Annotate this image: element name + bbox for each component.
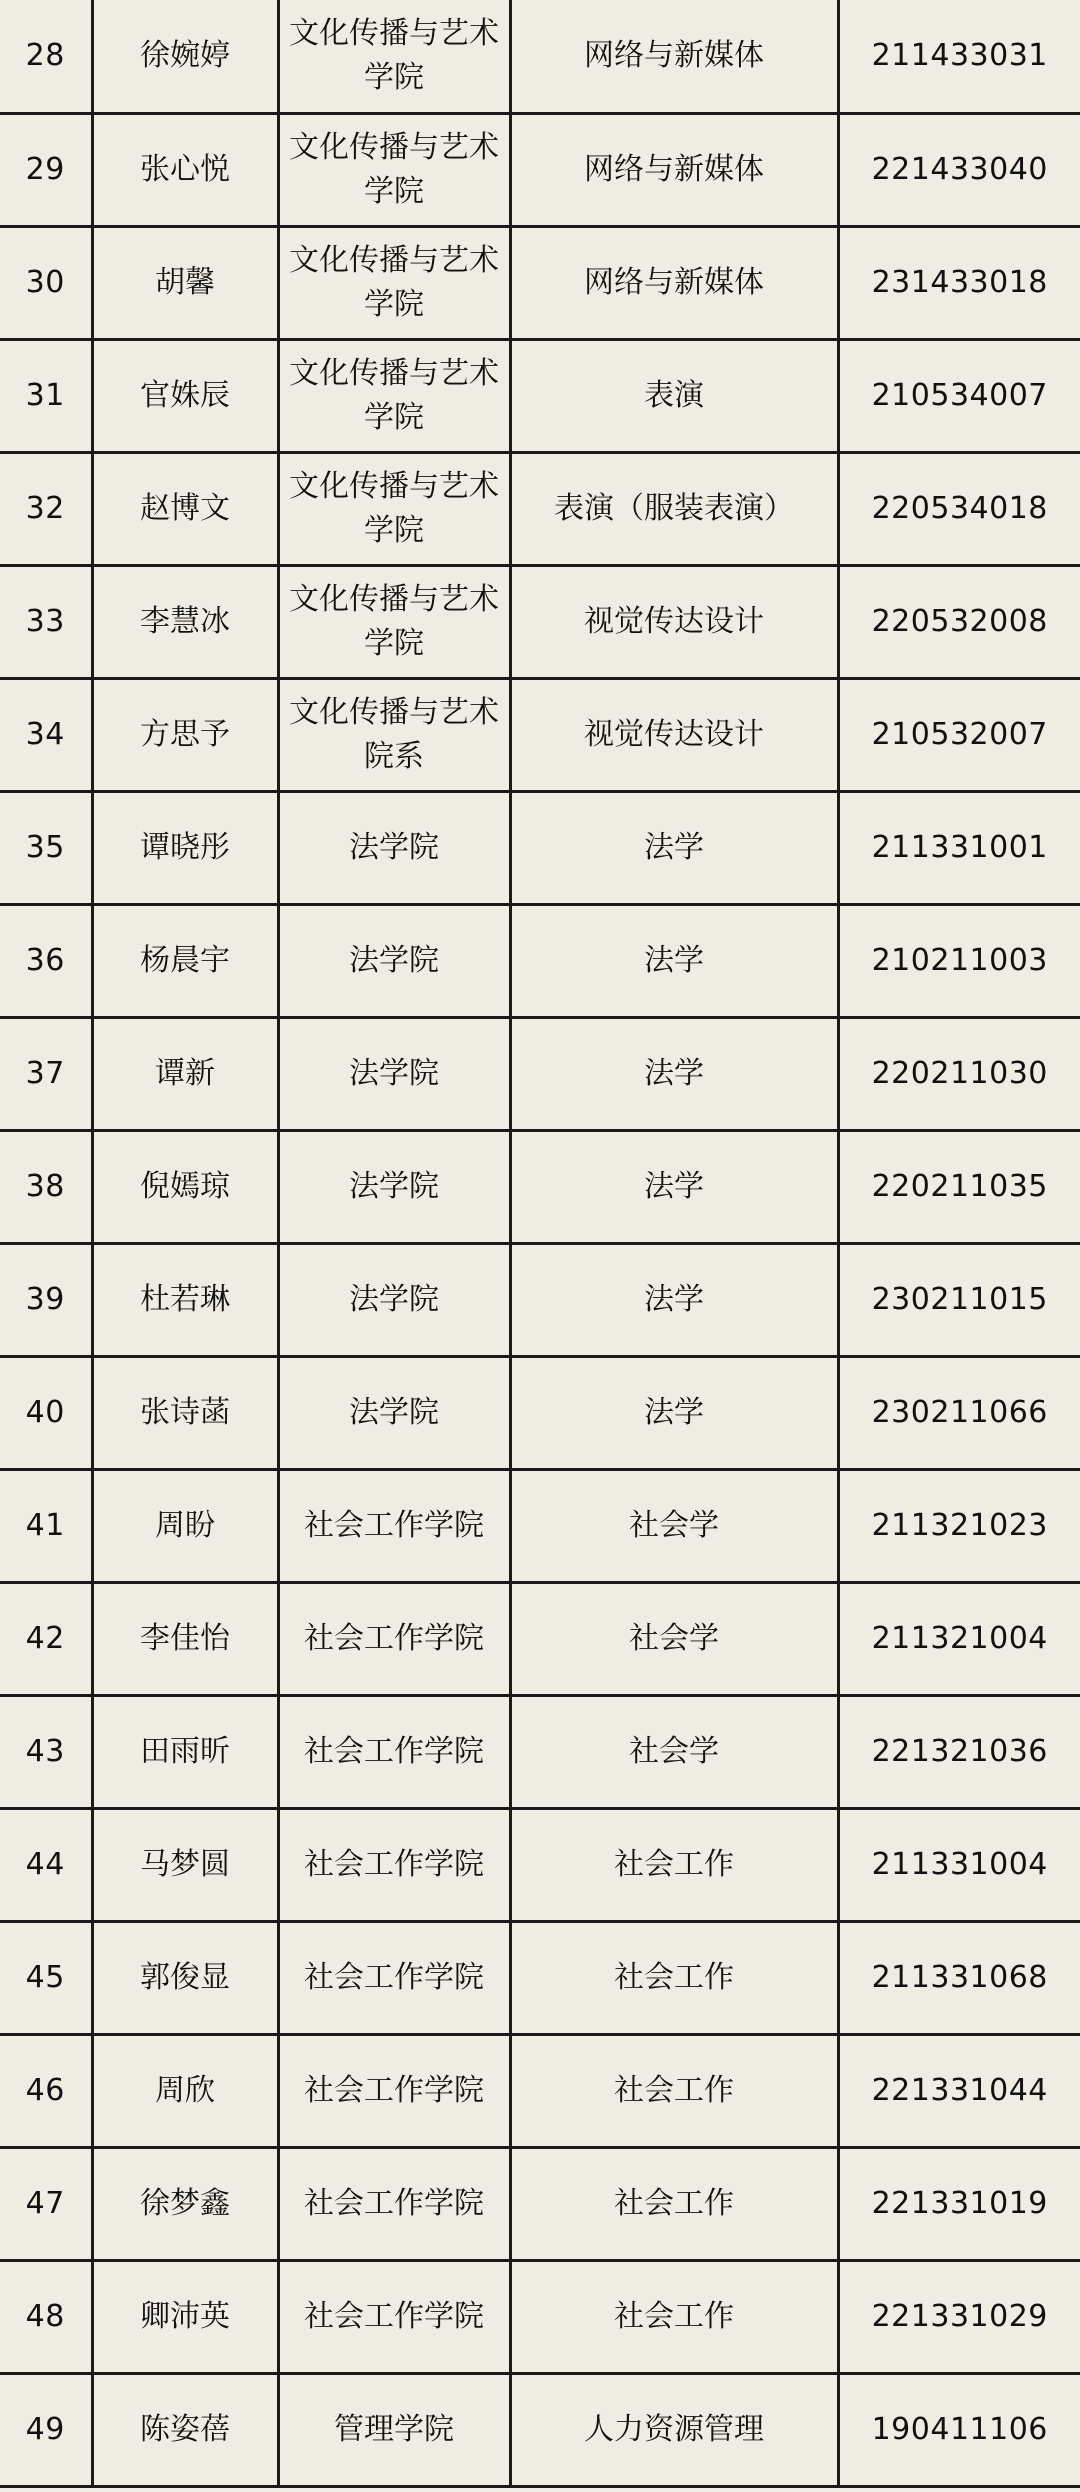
cell-student-id: 220211035 bbox=[838, 1130, 1080, 1243]
cell-number: 45 bbox=[0, 1921, 92, 2034]
table-row bbox=[0, 678, 1080, 791]
cell-name: 方思予 bbox=[92, 678, 278, 791]
table-row bbox=[0, 1921, 1080, 2034]
table-row bbox=[0, 1469, 1080, 1582]
cell-name: 张诗菡 bbox=[92, 1356, 278, 1469]
cell-major: 视觉传达设计 bbox=[510, 678, 838, 791]
cell-college: 社会工作学院 bbox=[278, 2034, 510, 2147]
cell-number: 34 bbox=[0, 678, 92, 791]
table-row bbox=[0, 904, 1080, 1017]
cell-name: 陈姿蓓 bbox=[92, 2373, 278, 2486]
cell-name: 周欣 bbox=[92, 2034, 278, 2147]
table-row bbox=[0, 1808, 1080, 1921]
table-row bbox=[0, 1582, 1080, 1695]
cell-number: 44 bbox=[0, 1808, 92, 1921]
cell-major: 视觉传达设计 bbox=[510, 565, 838, 678]
cell-number: 31 bbox=[0, 339, 92, 452]
cell-student-id: 231433018 bbox=[838, 226, 1080, 339]
cell-name: 周盼 bbox=[92, 1469, 278, 1582]
cell-major: 社会学 bbox=[510, 1469, 838, 1582]
table-row bbox=[0, 113, 1080, 226]
cell-name: 卿沛英 bbox=[92, 2260, 278, 2373]
cell-major: 法学 bbox=[510, 791, 838, 904]
cell-number: 29 bbox=[0, 113, 92, 226]
table-row bbox=[0, 1356, 1080, 1469]
cell-college: 社会工作学院 bbox=[278, 2260, 510, 2373]
cell-student-id: 220534018 bbox=[838, 452, 1080, 565]
cell-student-id: 230211015 bbox=[838, 1243, 1080, 1356]
cell-college: 社会工作学院 bbox=[278, 1582, 510, 1695]
table-row bbox=[0, 1017, 1080, 1130]
cell-college: 法学院 bbox=[278, 791, 510, 904]
cell-student-id: 221321036 bbox=[838, 1695, 1080, 1808]
table-row bbox=[0, 791, 1080, 904]
table-row bbox=[0, 2260, 1080, 2373]
cell-name: 徐梦鑫 bbox=[92, 2147, 278, 2260]
cell-major: 表演（服装表演） bbox=[510, 452, 838, 565]
cell-name: 李佳怡 bbox=[92, 1582, 278, 1695]
cell-college: 社会工作学院 bbox=[278, 1695, 510, 1808]
cell-name: 官姝辰 bbox=[92, 339, 278, 452]
cell-number: 33 bbox=[0, 565, 92, 678]
cell-major: 人力资源管理 bbox=[510, 2373, 838, 2486]
cell-name: 马梦圆 bbox=[92, 1808, 278, 1921]
cell-name: 李慧冰 bbox=[92, 565, 278, 678]
cell-college: 法学院 bbox=[278, 904, 510, 1017]
cell-number: 36 bbox=[0, 904, 92, 1017]
cell-student-id: 221331029 bbox=[838, 2260, 1080, 2373]
cell-number: 46 bbox=[0, 2034, 92, 2147]
cell-name: 赵博文 bbox=[92, 452, 278, 565]
table-row bbox=[0, 1243, 1080, 1356]
cell-major: 法学 bbox=[510, 904, 838, 1017]
cell-student-id: 211433031 bbox=[838, 0, 1080, 113]
cell-student-id: 210534007 bbox=[838, 339, 1080, 452]
cell-student-id: 221331044 bbox=[838, 2034, 1080, 2147]
cell-college: 管理学院 bbox=[278, 2373, 510, 2486]
cell-major: 社会工作 bbox=[510, 1808, 838, 1921]
cell-name: 胡馨 bbox=[92, 226, 278, 339]
cell-college: 社会工作学院 bbox=[278, 1808, 510, 1921]
cell-major: 网络与新媒体 bbox=[510, 0, 838, 113]
cell-major: 网络与新媒体 bbox=[510, 113, 838, 226]
table-row bbox=[0, 565, 1080, 678]
cell-major: 表演 bbox=[510, 339, 838, 452]
table-row bbox=[0, 2373, 1080, 2486]
cell-number: 38 bbox=[0, 1130, 92, 1243]
cell-college: 文化传播与艺术学院 bbox=[278, 452, 510, 565]
cell-number: 32 bbox=[0, 452, 92, 565]
cell-number: 40 bbox=[0, 1356, 92, 1469]
cell-name: 谭晓彤 bbox=[92, 791, 278, 904]
cell-major: 社会工作 bbox=[510, 1921, 838, 2034]
cell-number: 47 bbox=[0, 2147, 92, 2260]
cell-major: 社会学 bbox=[510, 1582, 838, 1695]
cell-student-id: 210211003 bbox=[838, 904, 1080, 1017]
cell-name: 徐婉婷 bbox=[92, 0, 278, 113]
cell-major: 法学 bbox=[510, 1356, 838, 1469]
cell-college: 文化传播与艺术学院 bbox=[278, 226, 510, 339]
cell-major: 网络与新媒体 bbox=[510, 226, 838, 339]
cell-college: 文化传播与艺术学院 bbox=[278, 0, 510, 113]
cell-student-id: 211321004 bbox=[838, 1582, 1080, 1695]
cell-number: 43 bbox=[0, 1695, 92, 1808]
table-row bbox=[0, 1695, 1080, 1808]
table-row bbox=[0, 0, 1080, 113]
cell-student-id: 221331019 bbox=[838, 2147, 1080, 2260]
cell-student-id: 221433040 bbox=[838, 113, 1080, 226]
cell-major: 法学 bbox=[510, 1243, 838, 1356]
cell-number: 42 bbox=[0, 1582, 92, 1695]
cell-student-id: 210532007 bbox=[838, 678, 1080, 791]
cell-student-id: 220532008 bbox=[838, 565, 1080, 678]
cell-name: 郭俊显 bbox=[92, 1921, 278, 2034]
cell-name: 谭新 bbox=[92, 1017, 278, 1130]
cell-number: 35 bbox=[0, 791, 92, 904]
table-row bbox=[0, 339, 1080, 452]
table-row bbox=[0, 452, 1080, 565]
cell-number: 30 bbox=[0, 226, 92, 339]
table-row bbox=[0, 226, 1080, 339]
cell-name: 倪嫣琼 bbox=[92, 1130, 278, 1243]
cell-number: 41 bbox=[0, 1469, 92, 1582]
cell-student-id: 211321023 bbox=[838, 1469, 1080, 1582]
cell-major: 社会工作 bbox=[510, 2147, 838, 2260]
table-row bbox=[0, 2147, 1080, 2260]
cell-college: 社会工作学院 bbox=[278, 1921, 510, 2034]
cell-major: 社会工作 bbox=[510, 2260, 838, 2373]
cell-major: 社会工作 bbox=[510, 2034, 838, 2147]
cell-college: 法学院 bbox=[278, 1017, 510, 1130]
cell-student-id: 190411106 bbox=[838, 2373, 1080, 2486]
cell-number: 28 bbox=[0, 0, 92, 113]
cell-college: 文化传播与艺术学院 bbox=[278, 565, 510, 678]
cell-name: 杜若琳 bbox=[92, 1243, 278, 1356]
cell-college: 文化传播与艺术学院 bbox=[278, 113, 510, 226]
cell-name: 杨晨宇 bbox=[92, 904, 278, 1017]
cell-student-id: 211331004 bbox=[838, 1808, 1080, 1921]
cell-student-id: 230211066 bbox=[838, 1356, 1080, 1469]
cell-number: 49 bbox=[0, 2373, 92, 2486]
cell-student-id: 220211030 bbox=[838, 1017, 1080, 1130]
cell-number: 37 bbox=[0, 1017, 92, 1130]
cell-number: 39 bbox=[0, 1243, 92, 1356]
cell-college: 社会工作学院 bbox=[278, 1469, 510, 1582]
cell-college: 法学院 bbox=[278, 1243, 510, 1356]
cell-college: 文化传播与艺术学院 bbox=[278, 339, 510, 452]
table-row bbox=[0, 1130, 1080, 1243]
cell-college: 社会工作学院 bbox=[278, 2147, 510, 2260]
cell-major: 法学 bbox=[510, 1017, 838, 1130]
cell-major: 法学 bbox=[510, 1130, 838, 1243]
table-row bbox=[0, 2034, 1080, 2147]
cell-college: 法学院 bbox=[278, 1356, 510, 1469]
cell-student-id: 211331001 bbox=[838, 791, 1080, 904]
cell-student-id: 211331068 bbox=[838, 1921, 1080, 2034]
cell-name: 张心悦 bbox=[92, 113, 278, 226]
cell-major: 社会学 bbox=[510, 1695, 838, 1808]
cell-college: 文化传播与艺术院系 bbox=[278, 678, 510, 791]
cell-number: 48 bbox=[0, 2260, 92, 2373]
cell-name: 田雨昕 bbox=[92, 1695, 278, 1808]
cell-college: 法学院 bbox=[278, 1130, 510, 1243]
